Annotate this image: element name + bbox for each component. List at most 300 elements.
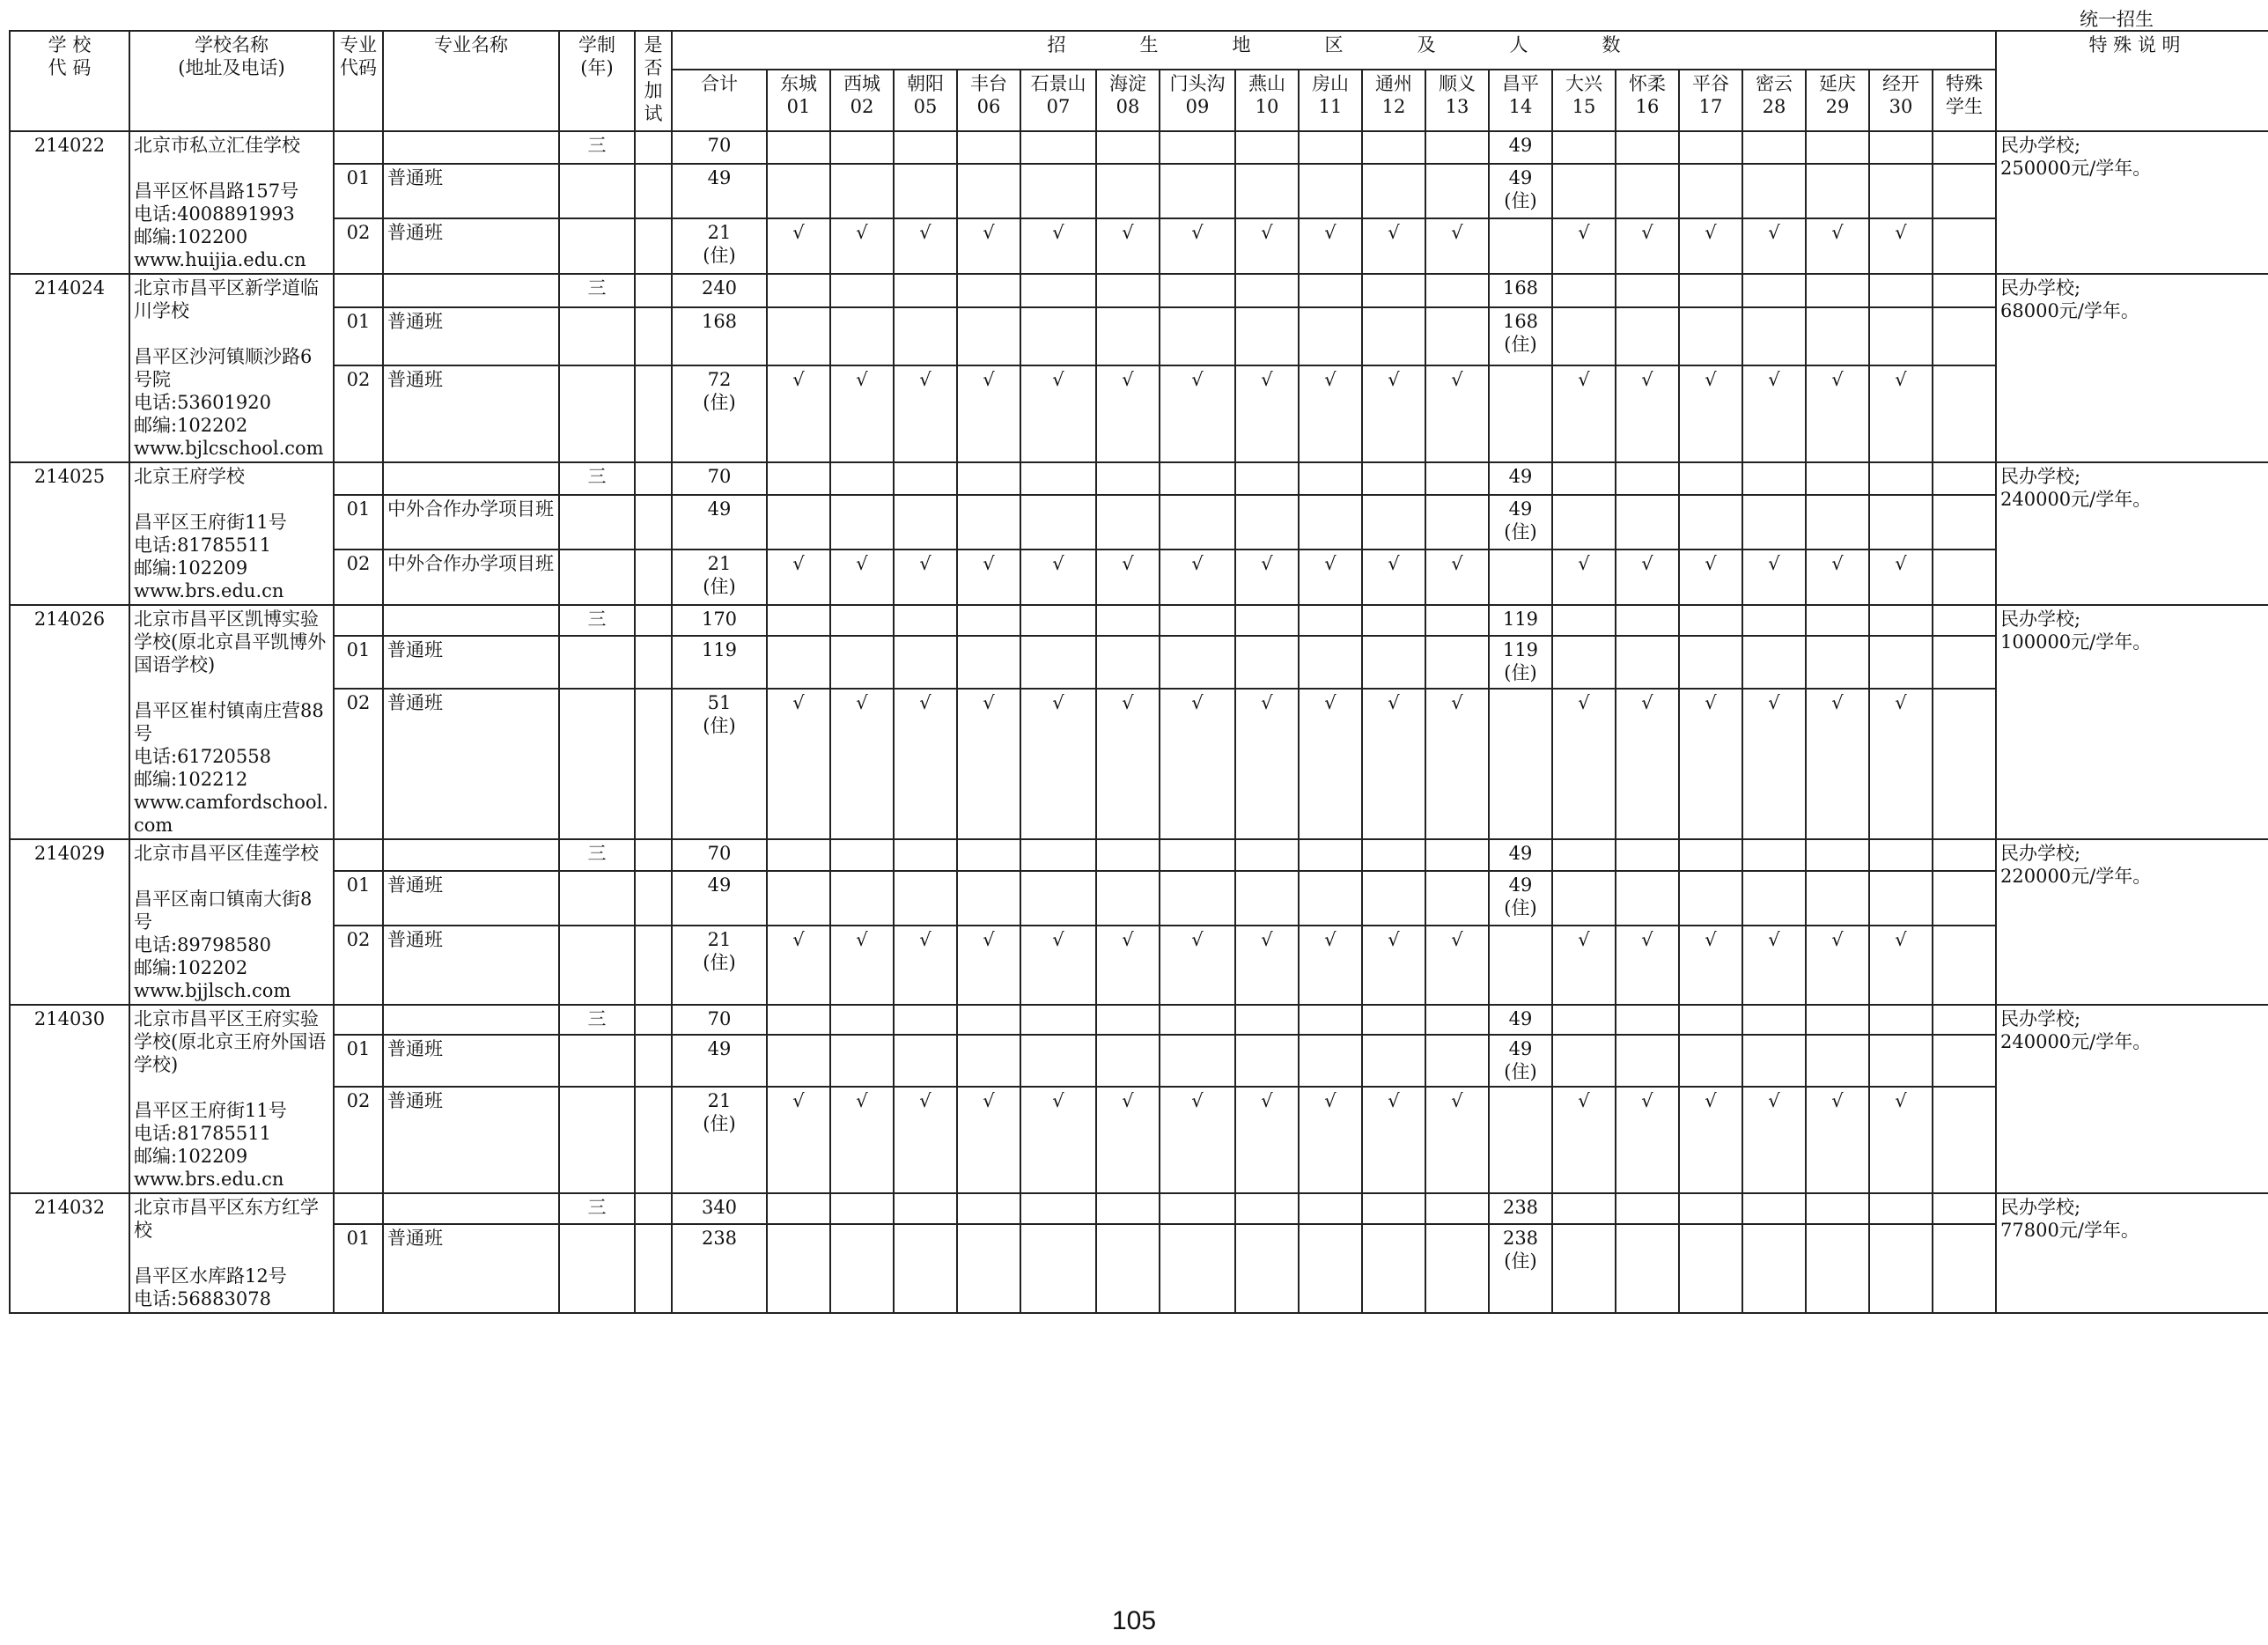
district-value xyxy=(1616,1035,1679,1087)
district-value xyxy=(1160,871,1235,926)
check-mark: √ xyxy=(1096,926,1160,1005)
major-row xyxy=(10,871,2268,926)
district-value xyxy=(1742,307,1806,365)
check-mark: √ xyxy=(894,689,957,839)
header-district: 石景山 07 xyxy=(1020,70,1096,131)
district-value xyxy=(1616,636,1679,689)
check-mark: √ xyxy=(1362,926,1425,1005)
major-code xyxy=(334,1193,383,1224)
district-value xyxy=(1020,1193,1096,1224)
district-value xyxy=(1299,1005,1362,1035)
district-value xyxy=(1362,605,1425,636)
header-district: 特殊 学生 xyxy=(1933,70,1996,131)
district-value xyxy=(1679,131,1742,164)
district-value xyxy=(1235,1005,1299,1035)
header-district: 通州 12 xyxy=(1362,70,1425,131)
spacer xyxy=(134,1076,329,1099)
check-mark: √ xyxy=(1020,218,1096,274)
school-address-line: 邮编:102200 xyxy=(134,226,248,247)
district-value xyxy=(1933,1193,1996,1224)
district-value xyxy=(1362,274,1425,307)
district-value xyxy=(1806,307,1869,365)
school-code: 214024 xyxy=(10,274,129,462)
check-mark: √ xyxy=(1425,689,1489,839)
district-value xyxy=(1869,307,1933,365)
duration xyxy=(559,550,635,605)
district-value xyxy=(1806,1035,1869,1087)
district-value xyxy=(1160,131,1235,164)
district-value xyxy=(1869,1193,1933,1224)
header-region-title xyxy=(672,31,1996,70)
check-mark: √ xyxy=(767,218,830,274)
spacer xyxy=(134,865,329,888)
check-mark: √ xyxy=(1425,550,1489,605)
district-value xyxy=(767,131,830,164)
major-code: 02 xyxy=(334,550,383,605)
header-district: 西城 02 xyxy=(830,70,894,131)
school-name: 北京市昌平区东方红学校 xyxy=(134,1197,319,1241)
check-mark: √ xyxy=(1299,1087,1362,1193)
spacer xyxy=(134,322,329,345)
district-value xyxy=(1425,1005,1489,1035)
district-value xyxy=(1160,839,1235,871)
district-value xyxy=(1020,839,1096,871)
school-address-line: 电话:61720558 xyxy=(134,746,271,767)
district-value xyxy=(1552,131,1616,164)
district-value xyxy=(1552,274,1616,307)
extra-test xyxy=(635,274,672,307)
district-value: 119 (住) xyxy=(1489,636,1552,689)
district-value xyxy=(1020,1005,1096,1035)
header-notes: 特 殊 说 明 xyxy=(1996,31,2268,131)
duration xyxy=(559,1035,635,1087)
district-value xyxy=(1742,274,1806,307)
district-value xyxy=(1679,462,1742,495)
district-value xyxy=(1160,636,1235,689)
district-value xyxy=(1160,462,1235,495)
district-value xyxy=(1235,462,1299,495)
check-mark: √ xyxy=(1096,365,1160,462)
district-value xyxy=(1742,1193,1806,1224)
district-value xyxy=(1096,871,1160,926)
district-value xyxy=(1160,1035,1235,1087)
district-value xyxy=(1869,495,1933,550)
major-name: 普通班 xyxy=(383,1224,559,1313)
district-value xyxy=(1020,462,1096,495)
check-mark: √ xyxy=(1616,689,1679,839)
district-value xyxy=(1425,1224,1489,1313)
check-mark: √ xyxy=(894,550,957,605)
school-address-line: 电话:53601920 xyxy=(134,392,271,413)
check-mark: √ xyxy=(1020,550,1096,605)
check-mark: √ xyxy=(1362,218,1425,274)
duration: 三 xyxy=(559,839,635,871)
total: 70 xyxy=(672,462,767,495)
extra-test xyxy=(635,926,672,1005)
district-value xyxy=(1933,636,1996,689)
district-value xyxy=(1299,1224,1362,1313)
school-name-address xyxy=(129,131,334,274)
extra-test xyxy=(635,462,672,495)
district-value: 119 xyxy=(1489,605,1552,636)
header-extra-test: 是否加试 xyxy=(635,31,672,131)
school-address-line: 电话:81785511 xyxy=(134,535,271,556)
check-mark: √ xyxy=(1616,365,1679,462)
district-value xyxy=(957,636,1020,689)
check-mark: √ xyxy=(1742,926,1806,1005)
district-value xyxy=(957,1005,1020,1035)
school-row xyxy=(10,1005,2268,1035)
check-mark: √ xyxy=(1096,218,1160,274)
district-value xyxy=(1160,307,1235,365)
district-value xyxy=(1489,365,1552,462)
district-value xyxy=(1096,636,1160,689)
district-value xyxy=(1742,871,1806,926)
school-address-line: www.bjlcschool.com xyxy=(134,438,324,459)
major-code xyxy=(334,274,383,307)
major-row xyxy=(10,636,2268,689)
district-value xyxy=(830,1224,894,1313)
header-district: 大兴 15 xyxy=(1552,70,1616,131)
district-value xyxy=(830,636,894,689)
major-name: 普通班 xyxy=(383,1087,559,1193)
extra-test xyxy=(635,1193,672,1224)
school-row xyxy=(10,1193,2268,1224)
district-value xyxy=(1869,164,1933,219)
district-value xyxy=(1362,131,1425,164)
district-value xyxy=(1235,636,1299,689)
check-mark: √ xyxy=(1552,365,1616,462)
duration xyxy=(559,636,635,689)
major-code: 02 xyxy=(334,689,383,839)
district-value xyxy=(1299,605,1362,636)
check-mark: √ xyxy=(1679,926,1742,1005)
district-value xyxy=(1869,636,1933,689)
district-value xyxy=(1425,274,1489,307)
header-duration: 学制 (年) xyxy=(559,31,635,131)
check-mark: √ xyxy=(1679,1087,1742,1193)
admission-table xyxy=(9,30,2268,1314)
region-title-char: 数 xyxy=(1602,34,1621,55)
district-value xyxy=(894,274,957,307)
district-value xyxy=(1742,495,1806,550)
district-value xyxy=(1616,839,1679,871)
district-value xyxy=(1096,462,1160,495)
extra-test xyxy=(635,1005,672,1035)
district-value xyxy=(767,307,830,365)
district-value xyxy=(830,164,894,219)
check-mark: √ xyxy=(1616,218,1679,274)
district-value xyxy=(957,871,1020,926)
school-address-line: 昌平区崔村镇南庄营88号 xyxy=(134,700,324,744)
header-school-name: 学校名称 (地址及电话) xyxy=(129,31,334,131)
district-value xyxy=(830,274,894,307)
district-value xyxy=(1806,636,1869,689)
district-value xyxy=(1362,495,1425,550)
district-value xyxy=(767,1224,830,1313)
school-code: 214025 xyxy=(10,462,129,605)
table-header xyxy=(10,31,2268,131)
district-value xyxy=(1160,274,1235,307)
district-value xyxy=(894,636,957,689)
check-mark: √ xyxy=(957,689,1020,839)
district-value xyxy=(1552,839,1616,871)
special-note: 民办学校; 240000元/学年。 xyxy=(1996,1005,2268,1193)
total: 70 xyxy=(672,131,767,164)
check-mark: √ xyxy=(894,1087,957,1193)
major-total: 238 xyxy=(672,1224,767,1313)
check-mark: √ xyxy=(767,926,830,1005)
check-mark: √ xyxy=(1425,218,1489,274)
duration: 三 xyxy=(559,274,635,307)
major-name xyxy=(383,839,559,871)
check-mark: √ xyxy=(1616,1087,1679,1193)
extra-test xyxy=(635,636,672,689)
district-value xyxy=(830,131,894,164)
check-mark: √ xyxy=(1742,218,1806,274)
district-value xyxy=(1489,926,1552,1005)
district-value xyxy=(1362,1193,1425,1224)
district-value xyxy=(1616,1005,1679,1035)
district-value xyxy=(1806,164,1869,219)
district-value xyxy=(957,164,1020,219)
district-value xyxy=(1299,131,1362,164)
district-value xyxy=(1933,131,1996,164)
district-value xyxy=(1552,307,1616,365)
school-code: 214026 xyxy=(10,605,129,839)
major-total: 72 (住) xyxy=(672,365,767,462)
school-name-address xyxy=(129,605,334,839)
district-value xyxy=(957,1224,1020,1313)
check-mark: √ xyxy=(1425,365,1489,462)
total: 170 xyxy=(672,605,767,636)
school-code: 214022 xyxy=(10,131,129,274)
district-value xyxy=(1362,164,1425,219)
check-mark: √ xyxy=(1806,365,1869,462)
district-value xyxy=(1362,839,1425,871)
district-value: 238 xyxy=(1489,1193,1552,1224)
header-district: 门头沟 09 xyxy=(1160,70,1235,131)
region-title-char: 生 xyxy=(1139,34,1159,55)
check-mark: √ xyxy=(767,689,830,839)
district-value xyxy=(1933,274,1996,307)
major-name xyxy=(383,462,559,495)
special-note: 民办学校; 100000元/学年。 xyxy=(1996,605,2268,839)
district-value xyxy=(1869,1005,1933,1035)
district-value xyxy=(1020,307,1096,365)
major-total: 21 (住) xyxy=(672,926,767,1005)
school-code: 214029 xyxy=(10,839,129,1005)
header-major-code: 专业代码 xyxy=(334,31,383,131)
school-row xyxy=(10,274,2268,307)
district-value xyxy=(1096,1193,1160,1224)
major-row xyxy=(10,550,2268,605)
check-mark: √ xyxy=(957,926,1020,1005)
duration: 三 xyxy=(559,1005,635,1035)
district-value xyxy=(1552,871,1616,926)
check-mark: √ xyxy=(1096,550,1160,605)
district-value xyxy=(957,462,1020,495)
school-name: 北京王府学校 xyxy=(134,466,245,487)
check-mark: √ xyxy=(1806,689,1869,839)
school-address-line: www.camfordschool.com xyxy=(134,792,328,836)
spacer xyxy=(134,1242,329,1265)
check-mark: √ xyxy=(1235,218,1299,274)
special-note: 民办学校; 240000元/学年。 xyxy=(1996,462,2268,605)
district-value xyxy=(830,839,894,871)
district-value xyxy=(1742,839,1806,871)
district-value xyxy=(1160,495,1235,550)
major-code xyxy=(334,462,383,495)
major-code: 02 xyxy=(334,926,383,1005)
check-mark: √ xyxy=(1020,689,1096,839)
district-value xyxy=(1489,550,1552,605)
school-name: 北京市昌平区佳莲学校 xyxy=(134,843,319,864)
check-mark: √ xyxy=(894,218,957,274)
school-name-address xyxy=(129,462,334,605)
header-district: 经开 30 xyxy=(1869,70,1933,131)
district-value xyxy=(1235,307,1299,365)
school-row xyxy=(10,131,2268,164)
district-value xyxy=(894,839,957,871)
school-address-line: 电话:4008891993 xyxy=(134,203,295,225)
district-value xyxy=(1679,307,1742,365)
district-value xyxy=(830,1193,894,1224)
total: 70 xyxy=(672,1005,767,1035)
check-mark: √ xyxy=(1679,218,1742,274)
major-total: 119 xyxy=(672,636,767,689)
district-value xyxy=(1742,605,1806,636)
district-value xyxy=(1552,462,1616,495)
district-value xyxy=(1299,839,1362,871)
header-district: 东城 01 xyxy=(767,70,830,131)
district-value xyxy=(1933,495,1996,550)
district-value xyxy=(1235,495,1299,550)
district-value xyxy=(1933,926,1996,1005)
district-value xyxy=(1425,131,1489,164)
check-mark: √ xyxy=(1552,1087,1616,1193)
major-name xyxy=(383,131,559,164)
district-value xyxy=(1235,274,1299,307)
district-value xyxy=(1933,1035,1996,1087)
district-value xyxy=(1933,689,1996,839)
district-value xyxy=(1679,871,1742,926)
check-mark: √ xyxy=(1869,218,1933,274)
check-mark: √ xyxy=(1160,689,1235,839)
check-mark: √ xyxy=(1235,1087,1299,1193)
district-value xyxy=(1425,839,1489,871)
district-value xyxy=(1425,307,1489,365)
extra-test xyxy=(635,605,672,636)
district-value xyxy=(1096,605,1160,636)
district-value xyxy=(894,462,957,495)
district-value xyxy=(1806,871,1869,926)
district-value xyxy=(1362,636,1425,689)
school-address-line: 邮编:102212 xyxy=(134,769,248,790)
major-total: 49 xyxy=(672,1035,767,1087)
total: 240 xyxy=(672,274,767,307)
district-value xyxy=(1616,164,1679,219)
duration: 三 xyxy=(559,1193,635,1224)
extra-test xyxy=(635,839,672,871)
district-value xyxy=(1235,839,1299,871)
major-code xyxy=(334,131,383,164)
school-name-address xyxy=(129,1005,334,1193)
district-value xyxy=(1020,131,1096,164)
district-value xyxy=(1869,131,1933,164)
major-code xyxy=(334,605,383,636)
district-value xyxy=(1096,307,1160,365)
special-note: 民办学校; 77800元/学年。 xyxy=(1996,1193,2268,1313)
extra-test xyxy=(635,218,672,274)
district-value xyxy=(1679,605,1742,636)
district-value xyxy=(1616,1224,1679,1313)
check-mark: √ xyxy=(1742,689,1806,839)
district-value xyxy=(767,164,830,219)
district-value xyxy=(1362,1224,1425,1313)
duration xyxy=(559,164,635,219)
district-value xyxy=(1806,1005,1869,1035)
district-value xyxy=(1489,689,1552,839)
district-value xyxy=(1679,1193,1742,1224)
district-value xyxy=(1096,164,1160,219)
district-value: 49 xyxy=(1489,131,1552,164)
district-value xyxy=(1425,462,1489,495)
major-code: 02 xyxy=(334,218,383,274)
table-body xyxy=(10,131,2268,1313)
district-value xyxy=(894,605,957,636)
district-value xyxy=(1299,495,1362,550)
top-note: 统一招生 xyxy=(2080,9,2154,30)
check-mark: √ xyxy=(1425,1087,1489,1193)
school-address-line: 昌平区沙河镇顺沙路6号院 xyxy=(134,346,313,390)
district-value xyxy=(1362,462,1425,495)
district-value xyxy=(1552,636,1616,689)
check-mark: √ xyxy=(1425,926,1489,1005)
district-value xyxy=(1679,495,1742,550)
district-value xyxy=(1235,1193,1299,1224)
district-value xyxy=(894,307,957,365)
major-row xyxy=(10,495,2268,550)
district-value xyxy=(894,871,957,926)
special-note: 民办学校; 220000元/学年。 xyxy=(1996,839,2268,1005)
duration xyxy=(559,689,635,839)
check-mark: √ xyxy=(894,365,957,462)
header-district: 朝阳 05 xyxy=(894,70,957,131)
header-district: 密云 28 xyxy=(1742,70,1806,131)
district-value xyxy=(830,1005,894,1035)
duration xyxy=(559,1087,635,1193)
check-mark: √ xyxy=(1552,689,1616,839)
district-value xyxy=(1235,605,1299,636)
spacer xyxy=(134,157,329,180)
major-name xyxy=(383,605,559,636)
district-value xyxy=(1552,164,1616,219)
district-value: 168 xyxy=(1489,274,1552,307)
check-mark: √ xyxy=(1160,218,1235,274)
district-value xyxy=(1869,605,1933,636)
extra-test xyxy=(635,365,672,462)
district-value xyxy=(1806,839,1869,871)
check-mark: √ xyxy=(1742,550,1806,605)
district-value xyxy=(767,462,830,495)
district-value xyxy=(957,1193,1020,1224)
school-address-line: 电话:89798580 xyxy=(134,934,271,955)
district-value xyxy=(1933,365,1996,462)
school-name: 北京市昌平区新学道临川学校 xyxy=(134,277,319,321)
check-mark: √ xyxy=(1299,365,1362,462)
district-value xyxy=(1362,307,1425,365)
